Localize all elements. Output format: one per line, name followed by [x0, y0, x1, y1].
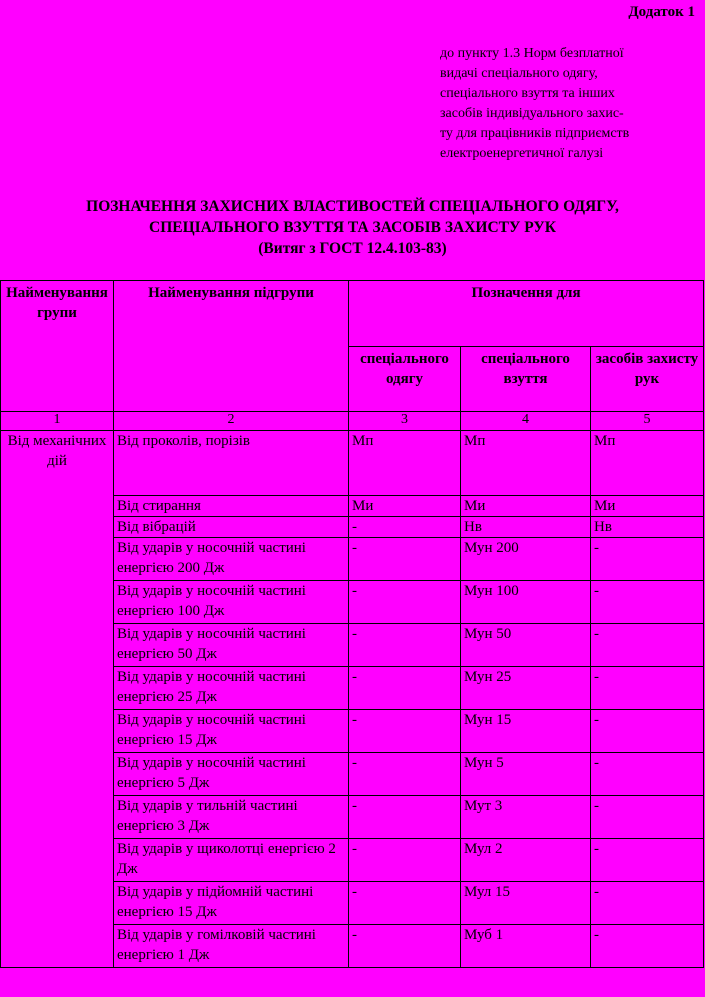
note-line: засобів індивідуального захис-	[440, 106, 624, 121]
subgroup-cell: Від ударів у носочній частині енергією 15 Дж	[114, 710, 349, 753]
subgroup-cell: Від ударів у гомілковій частині енергією 1 Дж	[114, 925, 349, 968]
footwear-cell: Мун 25	[461, 667, 591, 710]
subgroup-cell: Від ударів у носочній частині енергією 5 Дж	[114, 753, 349, 796]
col-number: 3	[349, 412, 461, 431]
hands-cell: Ми	[591, 496, 704, 517]
subgroup-cell: Від вібрацій	[114, 517, 349, 538]
document-title	[0, 196, 705, 259]
clothing-cell: -	[349, 882, 461, 925]
hands-cell: Нв	[591, 517, 704, 538]
clothing-cell: -	[349, 538, 461, 581]
clothing-cell: -	[349, 796, 461, 839]
header-row	[1, 281, 704, 347]
clothing-cell: Мп	[349, 431, 461, 496]
subgroup-cell: Від ударів у щиколотці енергією 2 Дж	[114, 839, 349, 882]
footwear-cell: Мут 3	[461, 796, 591, 839]
clothing-cell: -	[349, 517, 461, 538]
hands-cell: -	[591, 710, 704, 753]
footwear-cell: Ми	[461, 496, 591, 517]
note-line: спеціального взуття та інших	[440, 86, 615, 101]
hands-cell: -	[591, 839, 704, 882]
header-footwear: спеціального взуття	[461, 346, 591, 412]
hands-cell: -	[591, 882, 704, 925]
table-row	[1, 431, 704, 496]
footwear-cell: Нв	[461, 517, 591, 538]
clothing-cell: Ми	[349, 496, 461, 517]
clothing-cell: -	[349, 624, 461, 667]
note-line: ту для працівників підприємств	[440, 126, 630, 141]
title-line: ПОЗНАЧЕННЯ ЗАХИСНИХ ВЛАСТИВОСТЕЙ СПЕЦІАЛЬНОГО ОДЯГУ,	[86, 198, 619, 215]
subgroup-cell: Від стирання	[114, 496, 349, 517]
clothing-cell: -	[349, 753, 461, 796]
appendix-label: Додаток 1	[628, 4, 695, 20]
header-group: Найменування групи	[1, 281, 114, 412]
clothing-cell: -	[349, 925, 461, 968]
col-number: 2	[114, 412, 349, 431]
hands-cell: -	[591, 581, 704, 624]
appendix-note	[440, 44, 700, 164]
hands-cell: -	[591, 753, 704, 796]
subgroup-cell: Від проколів, порізів	[114, 431, 349, 496]
clothing-cell: -	[349, 710, 461, 753]
subgroup-cell: Від ударів у підйомній частині енергією 15 Дж	[114, 882, 349, 925]
col-number: 5	[591, 412, 704, 431]
footwear-cell: Мун 5	[461, 753, 591, 796]
group-name-cell: Від механічних дій	[1, 431, 114, 968]
header-hands: засобів захисту рук	[591, 346, 704, 412]
hands-cell: -	[591, 796, 704, 839]
title-line: (Витяг з ГОСТ 12.4.103-83)	[258, 240, 447, 257]
designation-table	[0, 280, 704, 968]
col-number: 1	[1, 412, 114, 431]
header-clothing: спеціального одягу	[349, 346, 461, 412]
footwear-cell: Мул 2	[461, 839, 591, 882]
title-line: СПЕЦІАЛЬНОГО ВЗУТТЯ ТА ЗАСОБІВ ЗАХИСТУ РУК	[149, 219, 556, 236]
hands-cell: -	[591, 538, 704, 581]
footwear-cell: Мун 200	[461, 538, 591, 581]
col-number: 4	[461, 412, 591, 431]
footwear-cell: Мун 100	[461, 581, 591, 624]
header-designation: Позначення для	[349, 281, 704, 347]
clothing-cell: -	[349, 581, 461, 624]
footwear-cell: Муб 1	[461, 925, 591, 968]
note-line: видачі спеціального одягу,	[440, 66, 598, 81]
subgroup-cell: Від ударів у носочній частині енергією 100 Дж	[114, 581, 349, 624]
note-line: до пункту 1.3 Норм безплатної	[440, 46, 624, 61]
clothing-cell: -	[349, 667, 461, 710]
footwear-cell: Мп	[461, 431, 591, 496]
hands-cell: -	[591, 667, 704, 710]
subgroup-cell: Від ударів у носочній частині енергією 200 Дж	[114, 538, 349, 581]
subgroup-cell: Від ударів у тильній частині енергією 3 Дж	[114, 796, 349, 839]
subgroup-cell: Від ударів у носочній частині енергією 50 Дж	[114, 624, 349, 667]
subgroup-cell: Від ударів у носочній частині енергією 25 Дж	[114, 667, 349, 710]
header-subgroup: Найменування підгрупи	[114, 281, 349, 412]
footwear-cell: Мул 15	[461, 882, 591, 925]
note-line: електроенергетичної галузі	[440, 146, 604, 161]
hands-cell: Мп	[591, 431, 704, 496]
hands-cell: -	[591, 925, 704, 968]
clothing-cell: -	[349, 839, 461, 882]
footwear-cell: Мун 50	[461, 624, 591, 667]
footwear-cell: Мун 15	[461, 710, 591, 753]
hands-cell: -	[591, 624, 704, 667]
column-number-row	[1, 412, 704, 431]
